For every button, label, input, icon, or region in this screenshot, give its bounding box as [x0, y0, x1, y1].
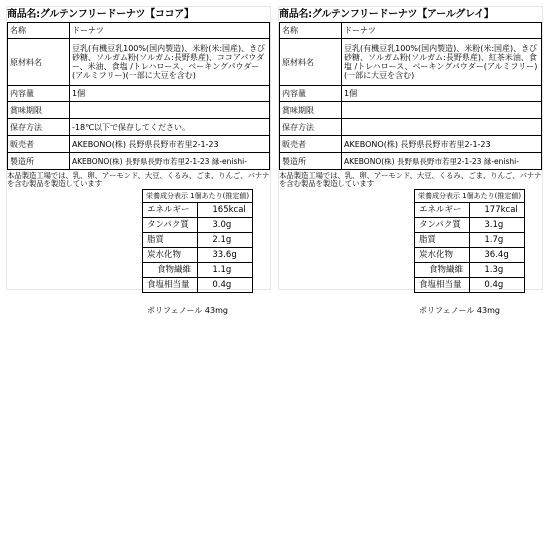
nutrient-value: 1.1g [198, 263, 253, 278]
ingredients-value: 豆乳(有機豆乳100%(国内製造)、米粉(米:国産)、きび砂糖、ソルガム粉(ソルガム:長野県産)、ココアパウダー、米油、食塩 /トレハロース、ベーキングパウダー(アルミフリー)(一部に大豆を含む) [70, 39, 270, 86]
nutrition-row [415, 233, 525, 248]
nutrient-value: 0.4g [198, 278, 253, 293]
nutrient-name: 脂質 [415, 233, 470, 248]
expiry-label: 賞味期限 [280, 102, 342, 119]
nutrient-name: エネルギー [415, 203, 470, 218]
nutrient-value: 165kcal [198, 203, 253, 218]
polyphenol-note: ポリフェノール 43mg [419, 306, 500, 315]
nutrient-value: 33.6g [198, 248, 253, 263]
ingredients-label: 原材料名 [280, 39, 342, 86]
nutrient-value: 177kcal [470, 203, 525, 218]
nutrient-name: 食塩相当量 [143, 278, 198, 293]
nutrient-value: 3.0g [198, 218, 253, 233]
name-value: ドーナツ [70, 23, 270, 39]
storage-value: -18℃以下で保存してください。 [70, 119, 270, 136]
product-label-cocoa [6, 6, 271, 315]
nutrient-name: タンパク質 [415, 218, 470, 233]
nutrition-row [143, 263, 253, 278]
nutrient-name: 炭水化物 [143, 248, 198, 263]
product-title: 商品名:グルテンフリードーナツ【アールグレイ】 [279, 9, 494, 20]
name-value: ドーナツ [342, 23, 542, 39]
expiry-value [342, 102, 542, 119]
product-info-table [7, 22, 270, 170]
nutrition-row [143, 248, 253, 263]
nutrient-name: 炭水化物 [415, 248, 470, 263]
content-label: 内容量 [280, 86, 342, 102]
product-label-earl-grey [278, 6, 543, 315]
maker-value: AKEBONO(株) 長野県長野市若里2-1-23 縁-enishi- [70, 153, 270, 170]
name-label: 名称 [8, 23, 70, 39]
seller-label: 販売者 [8, 136, 70, 153]
nutrition-row [143, 203, 253, 218]
storage-label: 保存方法 [8, 119, 70, 136]
nutrition-row [415, 263, 525, 278]
nutrient-name: エネルギー [143, 203, 198, 218]
content-value: 1個 [70, 86, 270, 102]
nutrition-row [415, 248, 525, 263]
nutrient-value: 0.4g [470, 278, 525, 293]
storage-label: 保存方法 [280, 119, 342, 136]
seller-label: 販売者 [280, 136, 342, 153]
nutrition-table [142, 189, 253, 293]
nutrient-value: 36.4g [470, 248, 525, 263]
nutrition-header: 栄養成分表示 1個あたり(推定値) [415, 190, 525, 203]
nutrient-value: 3.1g [470, 218, 525, 233]
nutrition-row [415, 278, 525, 293]
allergen-note: 本品製造工場では、乳、卵、アーモンド、大豆、くるみ、ごま、りんご、バナナを含む製品を製造しています [279, 171, 542, 188]
ingredients-label: 原材料名 [8, 39, 70, 86]
name-label: 名称 [280, 23, 342, 39]
nutrient-name: 食物繊維 [415, 263, 470, 278]
nutrient-name: 食塩相当量 [415, 278, 470, 293]
nutrient-value: 2.1g [198, 233, 253, 248]
nutrition-header: 栄養成分表示 1個あたり(推定値) [143, 190, 253, 203]
content-value: 1個 [342, 86, 542, 102]
nutrient-value: 1.3g [470, 263, 525, 278]
expiry-label: 賞味期限 [8, 102, 70, 119]
nutrition-row [415, 203, 525, 218]
nutrient-name: 脂質 [143, 233, 198, 248]
nutrient-value: 1.7g [470, 233, 525, 248]
maker-value: AKEBONO(株) 長野県長野市若里2-1-23 縁-enishi- [342, 153, 542, 170]
ingredients-value: 豆乳(有機豆乳100%(国内製造)、米粉(米:国産)、きび砂糖、ソルガム粉(ソルガム:長野県産)、紅茶米油、食塩 /トレハロース、ベーキングパウダー(アルミフリー)(一部に大豆を含む) [342, 39, 542, 86]
maker-label: 製造所 [8, 153, 70, 170]
nutrient-name: 食物繊維 [143, 263, 198, 278]
seller-value: AKEBONO(株) 長野県長野市若里2-1-23 [342, 136, 542, 153]
allergen-note: 本品製造工場では、乳、卵、アーモンド、大豆、くるみ、ごま、りんご、バナナを含む製品を製造しています [7, 171, 270, 188]
product-info-table [279, 22, 542, 170]
nutrition-table [414, 189, 525, 293]
polyphenol-note: ポリフェノール 43mg [147, 306, 228, 315]
nutrition-row [143, 278, 253, 293]
content-label: 内容量 [8, 86, 70, 102]
seller-value: AKEBONO(株) 長野県長野市若里2-1-23 [70, 136, 270, 153]
nutrition-row [143, 233, 253, 248]
storage-value [342, 119, 542, 136]
expiry-value [70, 102, 270, 119]
nutrition-row [143, 218, 253, 233]
nutrition-row [415, 218, 525, 233]
maker-label: 製造所 [280, 153, 342, 170]
product-title: 商品名:グルテンフリードーナツ【ココア】 [7, 9, 194, 20]
nutrient-name: タンパク質 [143, 218, 198, 233]
